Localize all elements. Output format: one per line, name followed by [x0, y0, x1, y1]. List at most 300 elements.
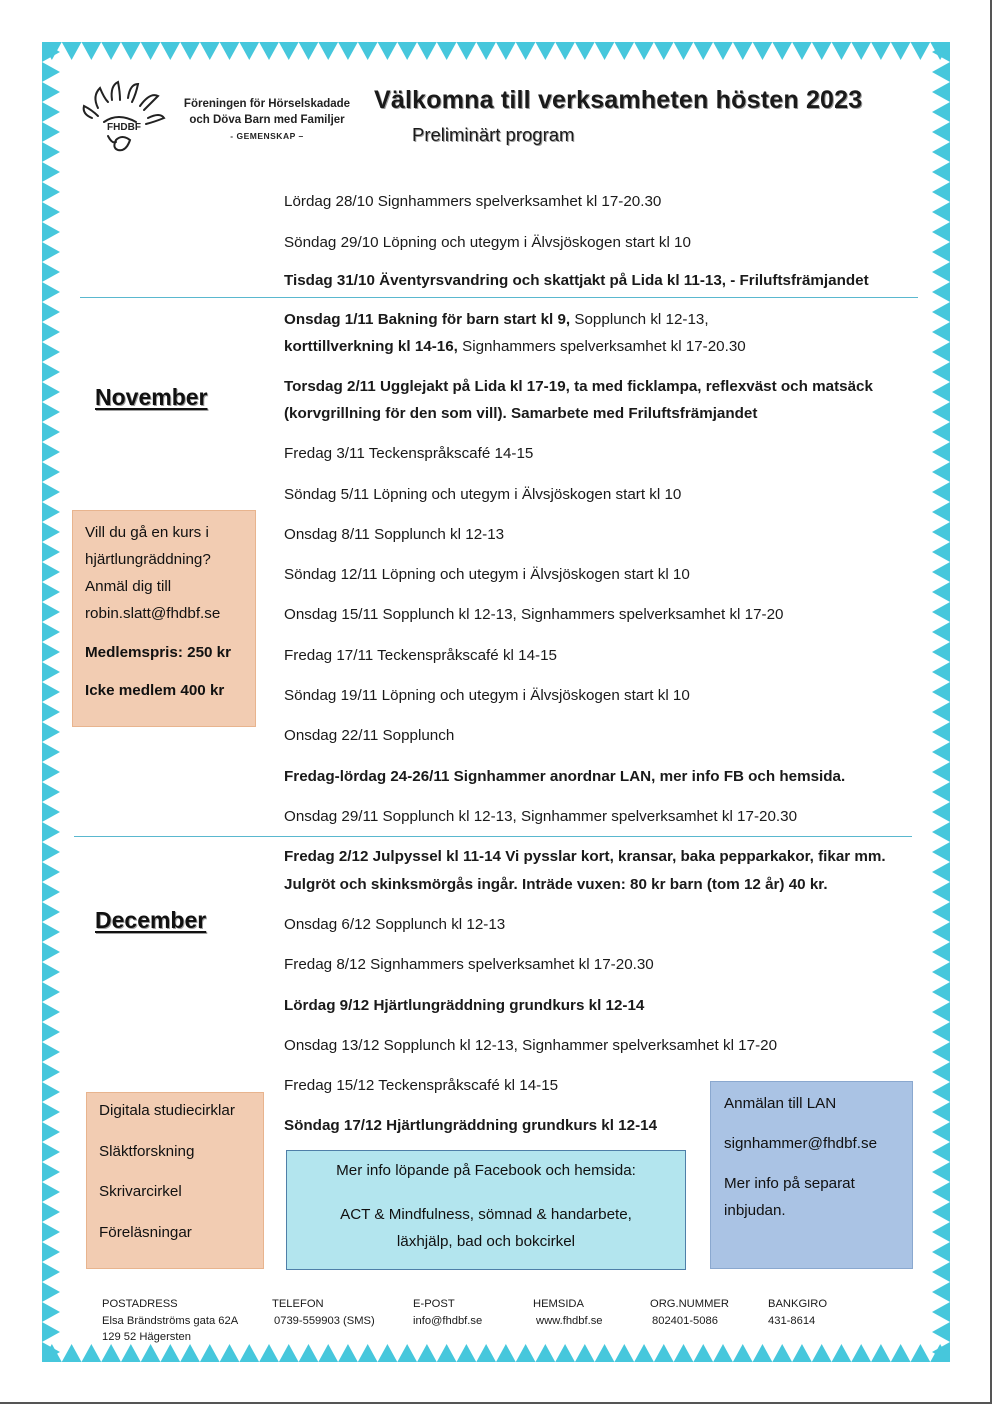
border-triangle-top [81, 42, 101, 60]
border-triangle-top [62, 42, 82, 60]
border-triangle-top [654, 42, 674, 60]
border-triangle-bottom [437, 1344, 457, 1362]
footer-orgnummer-label: ORG.NUMMER [650, 1298, 729, 1310]
footer-epost-label: E-POST [413, 1298, 455, 1310]
border-triangle-left [42, 802, 60, 822]
event-nov-8: Onsdag 8/11 Sopplunch kl 12-13 [284, 526, 505, 543]
border-triangle-left [42, 522, 60, 542]
event-dec-2-line2 [284, 871, 828, 898]
border-triangle-left [42, 342, 60, 362]
border-triangle-right [932, 62, 950, 82]
border-triangle-top [338, 42, 358, 60]
border-triangle-right [932, 562, 950, 582]
border-triangle-top [713, 42, 733, 60]
border-triangle-left [42, 622, 60, 642]
border-triangle-top [753, 42, 773, 60]
org-name-line1: Föreningen för Hörselskadade [183, 98, 351, 110]
border-triangle-top [516, 42, 536, 60]
divider-november [80, 297, 918, 298]
event-nov-19: Söndag 19/11 Löpning och utegym i Älvsjöskogen start kl 10 [284, 687, 690, 704]
border-triangle-top [733, 42, 753, 60]
footer-bankgiro-label: BANKGIRO [768, 1298, 828, 1310]
border-triangle-bottom [279, 1344, 299, 1362]
border-triangle-top [674, 42, 694, 60]
border-triangle-left [42, 722, 60, 742]
border-triangle-left [42, 642, 60, 662]
lan-line4: inbjudan. [724, 1202, 786, 1219]
border-triangle-left [42, 1102, 60, 1122]
border-triangle-left [42, 742, 60, 762]
event-oct-28: Lördag 28/10 Signhammers spelverksamhet kl 17-20.30 [284, 193, 662, 210]
border-triangle-top [457, 42, 477, 60]
event-dec-8: Fredag 8/12 Signhammers spelverksamhet kl 17-20.30 [284, 956, 654, 973]
border-triangle-bottom [476, 1344, 496, 1362]
border-triangle-left [42, 682, 60, 702]
course-line3: Anmäl dig till [85, 578, 172, 595]
border-triangle-left [42, 502, 60, 522]
month-heading-november: November [95, 384, 208, 410]
info-line2: ACT & Mindfulness, sömnad & handarbete, [340, 1206, 632, 1223]
event-nov-3: Fredag 3/11 Teckenspråkscafé 14-15 [284, 445, 534, 462]
border-triangle-bottom [160, 1344, 180, 1362]
border-triangle-bottom [318, 1344, 338, 1362]
border-triangle-right [932, 902, 950, 922]
border-triangle-right [932, 482, 950, 502]
border-triangle-bottom [832, 1344, 852, 1362]
hands-emblem-icon [78, 78, 178, 162]
border-triangle-right [932, 282, 950, 302]
course-nonmember-price: Icke medlem 400 kr [85, 682, 225, 699]
border-triangle-right [932, 382, 950, 402]
border-triangle-right [932, 602, 950, 622]
border-triangle-top [555, 42, 575, 60]
border-triangle-bottom [338, 1344, 358, 1362]
footer-postadress [102, 1296, 238, 1346]
border-triangle-right [932, 1262, 950, 1282]
footer-hemsida-label: HEMSIDA [533, 1298, 584, 1310]
footer-hemsida [533, 1296, 603, 1329]
border-triangle-right [932, 1082, 950, 1102]
footer-epost-link[interactable]: info@fhdbf.se [413, 1314, 483, 1327]
event-dec-9 [284, 992, 644, 1019]
event-nov-24 [284, 763, 845, 790]
border-triangle-left [42, 922, 60, 942]
border-triangle-right [932, 182, 950, 202]
border-triangle-left [42, 542, 60, 562]
border-triangle-bottom [141, 1344, 161, 1362]
border-triangle-bottom [693, 1344, 713, 1362]
border-triangle-left [42, 102, 60, 122]
border-triangle-left [42, 1002, 60, 1022]
border-triangle-left [42, 582, 60, 602]
border-triangle-bottom [220, 1344, 240, 1362]
border-triangle-right [932, 962, 950, 982]
border-triangle-top [851, 42, 871, 60]
border-triangle-bottom [239, 1344, 259, 1362]
event-dec-15: Fredag 15/12 Teckenspråkscafé kl 14-15 [284, 1077, 559, 1094]
border-triangle-bottom [417, 1344, 437, 1362]
event-nov-17: Fredag 17/11 Teckenspråkscafé kl 14-15 [284, 647, 557, 664]
border-triangle-top [220, 42, 240, 60]
border-triangle-bottom [62, 1344, 82, 1362]
border-triangle-bottom [634, 1344, 654, 1362]
course-email-link[interactable]: robin.slatt@fhdbf.se [85, 605, 221, 622]
border-triangle-right [932, 782, 950, 802]
border-triangle-top [318, 42, 338, 60]
border-triangle-right [932, 422, 950, 442]
border-triangle-right [932, 862, 950, 882]
border-triangle-left [42, 202, 60, 222]
border-triangle-top [891, 42, 911, 60]
event-nov-1-line1 [284, 306, 709, 333]
border-triangle-bottom [180, 1344, 200, 1362]
border-triangle-bottom [555, 1344, 575, 1362]
border-triangle-bottom [792, 1344, 812, 1362]
border-triangle-right [932, 202, 950, 222]
page-title: Välkomna till verksamheten hösten 2023 [374, 86, 863, 114]
border-triangle-right [932, 842, 950, 862]
border-triangle-bottom [516, 1344, 536, 1362]
event-dec-9-text: Lördag 9/12 Hjärtlungräddning grundkurs kl 12-14 [284, 997, 645, 1014]
border-triangle-left [42, 602, 60, 622]
border-triangle-right [932, 462, 950, 482]
border-triangle-right [932, 122, 950, 142]
border-triangle-top [417, 42, 437, 60]
border-triangle-top [259, 42, 279, 60]
border-triangle-right [932, 1142, 950, 1162]
border-triangle-left [42, 1322, 60, 1342]
border-triangle-left [42, 1162, 60, 1182]
border-triangle-bottom [753, 1344, 773, 1362]
border-triangle-left [42, 822, 60, 842]
event-nov-2-line2 [284, 400, 757, 427]
border-triangle-right [932, 502, 950, 522]
border-triangle-right [932, 1002, 950, 1022]
border-triangle-right [932, 1242, 950, 1262]
event-nov-1-line2 [284, 333, 746, 360]
border-triangle-bottom [496, 1344, 516, 1362]
border-triangle-right [932, 1182, 950, 1202]
border-triangle-bottom [378, 1344, 398, 1362]
border-triangle-right [932, 702, 950, 722]
study-item: Släktforskning [99, 1142, 195, 1160]
border-triangle-right [932, 1322, 950, 1342]
border-triangle-right [932, 1042, 950, 1062]
border-triangle-left [42, 162, 60, 182]
border-triangle-left [42, 1262, 60, 1282]
border-triangle-top [397, 42, 417, 60]
border-triangle-right [932, 642, 950, 662]
border-triangle-bottom [535, 1344, 555, 1362]
border-triangle-right [932, 982, 950, 1002]
border-triangle-top [476, 42, 496, 60]
border-triangle-left [42, 422, 60, 442]
border-triangle-left [42, 142, 60, 162]
border-triangle-right [932, 342, 950, 362]
border-triangle-left [42, 222, 60, 242]
event-nov-12: Söndag 12/11 Löpning och utegym i Älvsjöskogen start kl 10 [284, 566, 690, 583]
divider-december [74, 836, 912, 837]
study-item: Digitala studiecirklar [99, 1102, 235, 1119]
footer-orgnummer [650, 1296, 729, 1329]
event-oct-29: Söndag 29/10 Löpning och utegym i Älvsjöskogen start kl 10 [284, 234, 691, 251]
border-triangle-right [932, 762, 950, 782]
lan-email-link[interactable]: signhammer@fhdbf.se [724, 1135, 878, 1152]
org-name-line2: och Döva Barn med Familjer [189, 114, 345, 126]
event-nov-5: Söndag 5/11 Löpning och utegym i Älvsjöskogen start kl 10 [284, 486, 682, 503]
border-triangle-bottom [871, 1344, 891, 1362]
footer-postadress-line1: Elsa Brändströms gata 62A [102, 1314, 239, 1327]
border-triangle-left [42, 382, 60, 402]
border-triangle-left [42, 942, 60, 962]
event-dec-17-text: Söndag 17/12 Hjärtlungräddning grundkurs kl 12-14 [284, 1117, 658, 1134]
event-nov-1-regular-a: Sopplunch kl 12-13, [570, 311, 709, 328]
event-dec-17 [284, 1112, 657, 1139]
border-triangle-left [42, 1182, 60, 1202]
border-triangle-top [595, 42, 615, 60]
border-triangle-bottom [891, 1344, 911, 1362]
organization-logo [78, 78, 358, 162]
info-line3: läxhjälp, bad och bokcirkel [396, 1233, 576, 1250]
footer-orgnummer-value: 802401-5086 [652, 1314, 718, 1327]
lan-line1: Anmälan till LAN [724, 1095, 837, 1112]
border-triangle-right [932, 942, 950, 962]
event-nov-15: Onsdag 15/11 Sopplunch kl 12-13, Signhammers spelverksamhet kl 17-20 [284, 606, 784, 623]
border-triangle-left [42, 262, 60, 282]
border-triangle-top [358, 42, 378, 60]
course-member-price: Medlemspris: 250 kr [85, 644, 232, 661]
border-triangle-left [42, 82, 60, 102]
border-triangle-bottom [121, 1344, 141, 1362]
border-triangle-left [42, 402, 60, 422]
border-triangle-bottom [200, 1344, 220, 1362]
border-triangle-right [932, 142, 950, 162]
footer-postadress-label: POSTADRESS [102, 1298, 178, 1310]
border-triangle-top [832, 42, 852, 60]
border-triangle-top [180, 42, 200, 60]
border-triangle-left [42, 1122, 60, 1142]
border-triangle-left [42, 1042, 60, 1062]
border-triangle-top [496, 42, 516, 60]
border-triangle-left [42, 982, 60, 1002]
border-triangle-top [239, 42, 259, 60]
border-triangle-right [932, 222, 950, 242]
border-triangle-bottom [101, 1344, 121, 1362]
border-triangle-left [42, 1062, 60, 1082]
border-triangle-left [42, 1202, 60, 1222]
event-dec-2-line1-text: Fredag 2/12 Julpyssel kl 11-14 Vi pysslar kort, kransar, baka pepparkakor, fikar mm. [284, 848, 886, 865]
border-triangle-left [42, 562, 60, 582]
border-triangle-left [42, 962, 60, 982]
border-triangle-right [932, 582, 950, 602]
border-triangle-right [932, 682, 950, 702]
event-oct-31 [284, 267, 869, 294]
border-triangle-right [932, 262, 950, 282]
info-line1: Mer info löpande på Facebook och hemsida: [336, 1162, 636, 1179]
border-triangle-bottom [654, 1344, 674, 1362]
border-triangle-right [932, 102, 950, 122]
event-nov-24-text: Fredag-lördag 24-26/11 Signhammer anordnar LAN, mer info FB och hemsida. [284, 768, 846, 785]
border-triangle-left [42, 882, 60, 902]
footer-telefon [272, 1296, 375, 1329]
border-triangle-left [42, 362, 60, 382]
border-triangle-left [42, 782, 60, 802]
border-triangle-bottom [812, 1344, 832, 1362]
border-triangle-left [42, 482, 60, 502]
border-triangle-top [792, 42, 812, 60]
border-triangle-top [911, 42, 931, 60]
border-triangle-top [160, 42, 180, 60]
lan-signup-box [710, 1081, 913, 1269]
footer-bankgiro-value: 431-8614 [768, 1314, 816, 1327]
border-triangle-bottom [713, 1344, 733, 1362]
border-triangle-right [932, 362, 950, 382]
page-subtitle: Preliminärt program [412, 124, 575, 145]
course-line2: hjärtlungräddning? [85, 551, 211, 568]
border-triangle-right [932, 162, 950, 182]
border-triangle-right [932, 1202, 950, 1222]
border-triangle-left [42, 662, 60, 682]
border-triangle-bottom [851, 1344, 871, 1362]
footer-postadress-line2: 129 52 Hägersten [102, 1331, 191, 1343]
border-triangle-left [42, 62, 60, 82]
border-triangle-top [101, 42, 121, 60]
border-triangle-right [932, 742, 950, 762]
border-triangle-right [932, 922, 950, 942]
border-triangle-left [42, 462, 60, 482]
border-triangle-right [932, 622, 950, 642]
border-triangle-bottom [457, 1344, 477, 1362]
month-heading-december: December [95, 907, 207, 933]
border-triangle-bottom [575, 1344, 595, 1362]
border-triangle-right [932, 882, 950, 902]
border-triangle-right [932, 802, 950, 822]
border-triangle-bottom [299, 1344, 319, 1362]
border-triangle-right [932, 1022, 950, 1042]
footer-telefon-value: 0739-559903 (SMS) [274, 1314, 375, 1327]
border-triangle-bottom [674, 1344, 694, 1362]
border-triangle-left [42, 902, 60, 922]
border-triangle-right [932, 442, 950, 462]
event-nov-29: Onsdag 29/11 Sopplunch kl 12-13, Signhammer spelverksamhet kl 17-20.30 [284, 808, 798, 825]
border-triangle-right [932, 242, 950, 262]
border-triangle-bottom [911, 1344, 931, 1362]
border-triangle-left [42, 1242, 60, 1262]
border-triangle-bottom [733, 1344, 753, 1362]
border-triangle-left [42, 702, 60, 722]
border-triangle-left [42, 1222, 60, 1242]
study-item: Föreläsningar [99, 1223, 192, 1241]
more-info-box [286, 1150, 686, 1270]
border-triangle-bottom [772, 1344, 792, 1362]
event-oct-31-text: Tisdag 31/10 Äventyrsvandring och skattjakt på Lida kl 11-13, - Friluftsfrämjandet [284, 272, 869, 289]
border-triangle-top [535, 42, 555, 60]
border-triangle-right [932, 1062, 950, 1082]
event-dec-2-line1 [284, 843, 886, 870]
organization-name [182, 96, 352, 144]
border-triangle-top [871, 42, 891, 60]
course-line1: Vill du gå en kurs i [85, 524, 209, 541]
border-triangle-top [121, 42, 141, 60]
border-triangle-left [42, 1282, 60, 1302]
border-triangle-top [812, 42, 832, 60]
border-triangle-right [932, 1122, 950, 1142]
event-nov-1-bold-a: Onsdag 1/11 Bakning för barn start kl 9, [284, 311, 571, 328]
event-nov-1-regular-b: Signhammers spelverksamhet kl 17-20.30 [457, 338, 746, 355]
border-triangle-bottom [614, 1344, 634, 1362]
event-nov-2-line2-text: (korvgrillning för den som vill). Samarbete med Friluftsfrämjandet [284, 405, 758, 422]
border-triangle-left [42, 762, 60, 782]
footer-bankgiro [768, 1296, 827, 1329]
border-triangle-left [42, 1302, 60, 1322]
border-triangle-top [378, 42, 398, 60]
study-circles-box [86, 1092, 264, 1269]
lan-line3: Mer info på separat [724, 1175, 855, 1192]
border-triangle-right [932, 1222, 950, 1242]
footer-epost [413, 1296, 482, 1329]
border-triangle-left [42, 122, 60, 142]
border-triangle-top [634, 42, 654, 60]
border-triangle-left [42, 282, 60, 302]
border-triangle-left [42, 302, 60, 322]
event-dec-6: Onsdag 6/12 Sopplunch kl 12-13 [284, 916, 506, 933]
border-triangle-bottom [259, 1344, 279, 1362]
study-item: Skrivarcirkel [99, 1183, 182, 1200]
border-triangle-bottom [81, 1344, 101, 1362]
border-triangle-left [42, 322, 60, 342]
border-triangle-left [42, 1022, 60, 1042]
event-nov-22: Onsdag 22/11 Sopplunch [284, 727, 455, 744]
border-triangle-right [932, 822, 950, 842]
border-triangle-right [932, 1302, 950, 1322]
event-nov-2-line1 [284, 373, 873, 400]
border-triangle-right [932, 1162, 950, 1182]
border-triangle-top [141, 42, 161, 60]
event-dec-13: Onsdag 13/12 Sopplunch kl 12-13, Signhammer spelverksamhet kl 17-20 [284, 1037, 778, 1054]
border-triangle-top [693, 42, 713, 60]
border-triangle-right [932, 322, 950, 342]
border-triangle-left [42, 182, 60, 202]
border-triangle-left [42, 242, 60, 262]
border-triangle-top [575, 42, 595, 60]
border-triangle-left [42, 1082, 60, 1102]
course-info-box [72, 510, 256, 727]
border-triangle-bottom [595, 1344, 615, 1362]
border-triangle-top [437, 42, 457, 60]
border-triangle-right [932, 522, 950, 542]
border-triangle-left [42, 862, 60, 882]
border-triangle-right [932, 542, 950, 562]
border-triangle-bottom [397, 1344, 417, 1362]
border-triangle-right [932, 402, 950, 422]
border-triangle-right [932, 722, 950, 742]
border-triangle-top [772, 42, 792, 60]
border-triangle-top [279, 42, 299, 60]
border-triangle-left [42, 842, 60, 862]
footer-hemsida-link[interactable]: www.fhdbf.se [536, 1314, 603, 1327]
org-name-line3: - GEMENSKAP – [230, 131, 304, 141]
border-triangle-right [932, 302, 950, 322]
border-triangle-right [932, 662, 950, 682]
border-triangle-top [614, 42, 634, 60]
border-triangle-left [42, 1142, 60, 1162]
border-triangle-right [932, 82, 950, 102]
border-triangle-right [932, 1102, 950, 1122]
event-nov-2-line1-text: Torsdag 2/11 Ugglejakt på Lida kl 17-19, ta med ficklampa, reflexväst och matsäck [284, 378, 873, 395]
border-triangle-left [42, 442, 60, 462]
footer-telefon-label: TELEFON [272, 1298, 324, 1310]
event-dec-2-line2-text: Julgröt och skinksmörgås ingår. Inträde vuxen: 80 kr barn (tom 12 år) 40 kr. [284, 876, 828, 893]
